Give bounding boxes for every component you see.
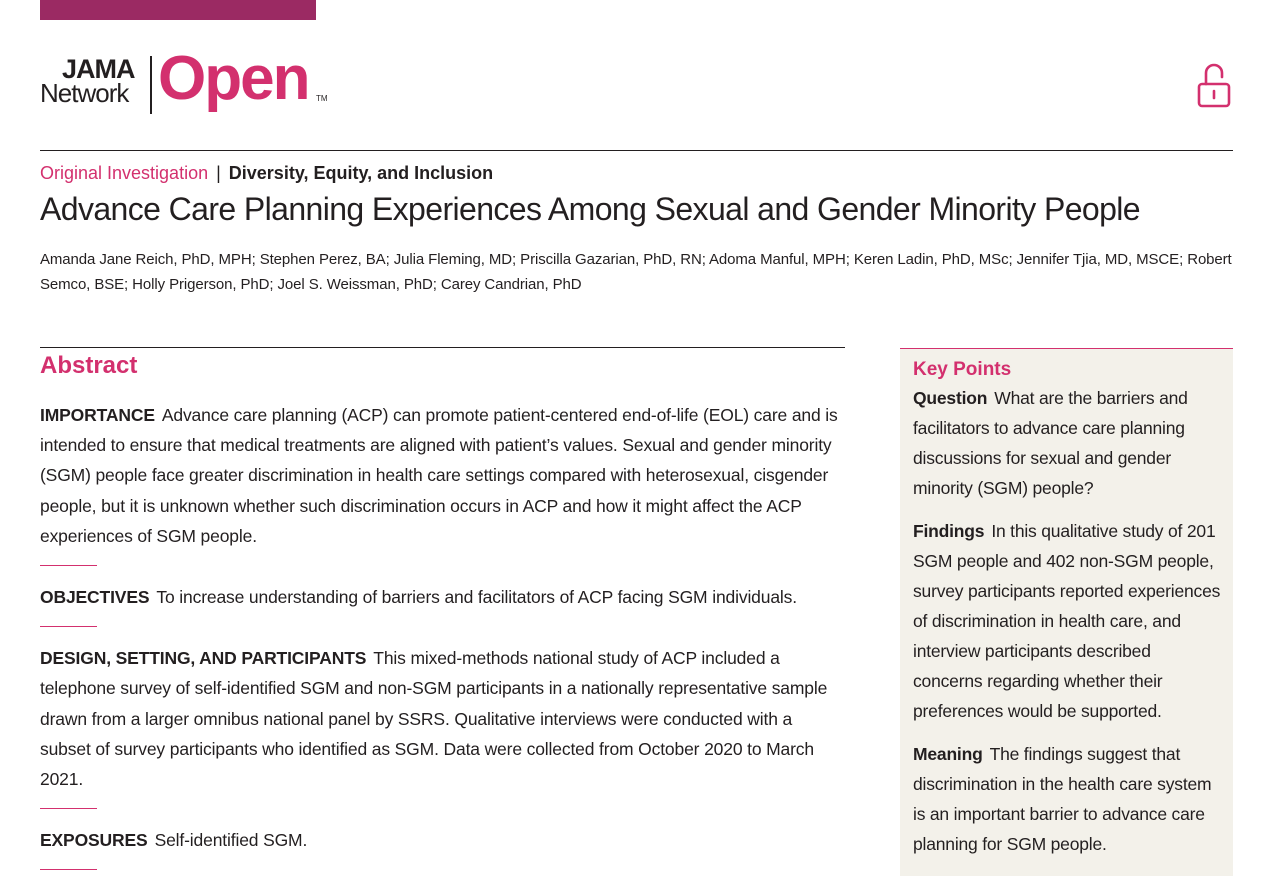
abstract-section-label: IMPORTANCE [40, 405, 155, 425]
key-point-findings [913, 516, 1221, 726]
logo-divider [150, 56, 152, 114]
abstract-heading: Abstract [40, 352, 138, 379]
author-list: Amanda Jane Reich, PhD, MPH; Stephen Perez, BA; Julia Fleming, MD; Priscilla Gazarian, PhD, RN; Adoma Manful, MPH; Keren Ladin, PhD, MSc; Jennifer Tjia, MD, MSCE; Robert Semco, BSE; Holly Prigerson, PhD; Joel S. Weissman, PhD; Carey Candrian, PhD [40, 251, 1232, 293]
abstract-sections [40, 400, 845, 870]
abstract-objectives [40, 582, 845, 612]
top-accent-bar [40, 0, 316, 20]
abstract-section-divider [40, 626, 97, 627]
key-points-box [900, 348, 1233, 876]
abstract-section-divider [40, 808, 97, 809]
key-point-label: Question [913, 388, 988, 408]
logo-trademark: TM [316, 94, 328, 103]
article-type[interactable]: Original Investigation [40, 163, 209, 183]
abstract-section-text: This mixed-methods national study of ACP included a telephone survey of self-identified SGM and non-SGM participants in a nationally representative sample drawn from a larger omnibus national panel by SSRS. Qualitative interviews were conducted with a subset of survey participants who identified as SGM. Data were collected from October 2020 to March 2021. [40, 648, 828, 790]
abstract-section-label: EXPOSURES [40, 830, 148, 851]
key-point-meaning [913, 739, 1221, 859]
article-topic[interactable]: Diversity, Equity, and Inclusion [228, 163, 494, 183]
abstract-design-setting-participants [40, 643, 845, 794]
header-rule [40, 150, 1233, 151]
abstract-section-label: OBJECTIVES [40, 587, 150, 608]
abstract-section-label: DESIGN, SETTING, AND PARTICIPANTS [40, 648, 367, 669]
logo-jama-text: JAMA [62, 54, 135, 84]
abstract-section-text: Advance care planning (ACP) can promote patient-centered end-of-life (EOL) care and is intended to ensure that medical treatments are aligned with patient’s values. Sexual and gender minority (SGM) people face greater discrimination in health care settings compared with heterosexual, cisgender people, but it is unknown whether such discrimination occurs in ACP and how it might affect the ACP experiences of SGM people. [40, 405, 838, 546]
abstract-importance [40, 400, 845, 551]
kicker-separator: | [216, 163, 221, 183]
key-point-text: What are the barriers and facilitators to advance care planning discussions for sexual and gender minority (SGM) people? [913, 388, 1188, 498]
open-access-lock-icon [1197, 60, 1231, 110]
abstract-section-text: Self-identified SGM. [154, 830, 308, 851]
abstract-section-divider [40, 869, 97, 870]
logo-network-text: Network [40, 78, 129, 108]
key-point-text: The findings suggest that discrimination in the health care system is an important barrier to advance care planning for SGM people. [913, 744, 1212, 854]
logo-open-text: Open [158, 44, 309, 113]
key-point-question [913, 383, 1221, 503]
key-point-text: In this qualitative study of 201 SGM people and 402 non-SGM people, survey participants reported experiences of discrimination in health care, and interview participants described concerns regarding whether their preferences would be supported. [913, 521, 1221, 721]
key-points-heading: Key Points [913, 359, 1012, 380]
key-point-label: Meaning [913, 744, 983, 764]
abstract-section-divider [40, 565, 97, 566]
abstract-exposures [40, 825, 845, 855]
article-kicker [40, 161, 493, 185]
article-title: Advance Care Planning Experiences Among Sexual and Gender Minority People [40, 191, 1140, 227]
key-point-label: Findings [913, 521, 985, 541]
abstract-section-text: To increase understanding of barriers and facilitators of ACP facing SGM individuals. [156, 587, 797, 608]
abstract [40, 347, 845, 886]
